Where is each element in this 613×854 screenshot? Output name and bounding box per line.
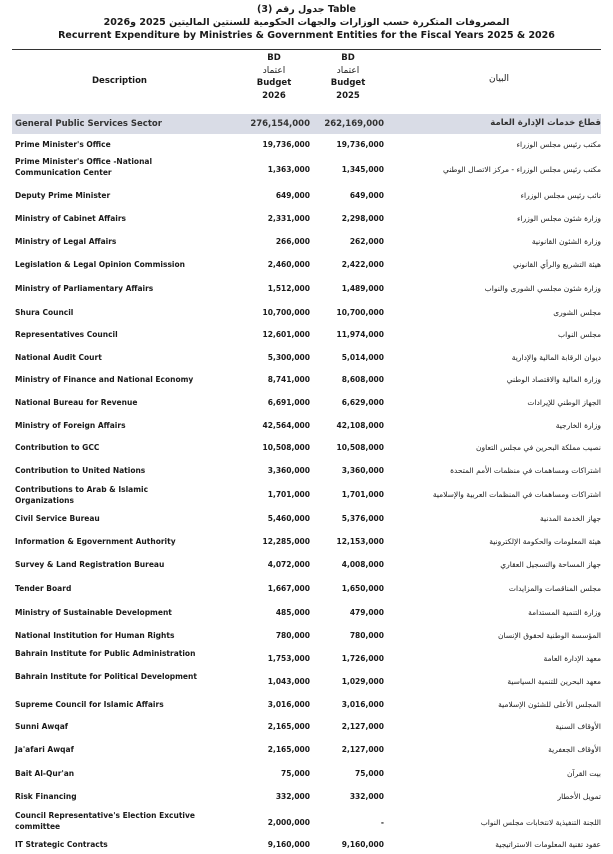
row-arabic-description: نائب رئيس مجلس الوزراء xyxy=(520,191,601,200)
english-title: Recurrent Expenditure by Ministries & Government Entities for the Fiscal Years 2025 & 2026 xyxy=(58,30,555,41)
row-description: Bait Al-Qur'an xyxy=(15,769,75,778)
row-value-2025: 780,000 xyxy=(349,631,384,640)
arabic-budget-2026: اعتماد xyxy=(262,65,286,76)
table-row xyxy=(12,134,601,155)
row-value-2025: 6,629,000 xyxy=(341,398,384,407)
table-row xyxy=(12,459,601,483)
row-value-2026: 19,736,000 xyxy=(262,140,310,149)
row-arabic-description: المؤسسة الوطنية لحقوق الإنسان xyxy=(497,631,601,640)
row-description: Council Representative's Election Excutive committee xyxy=(15,811,195,831)
row-arabic-description: وزارة شئون مجلسي الشورى والنواب xyxy=(484,284,601,293)
row-value-2026: 780,000 xyxy=(275,631,310,640)
row-value-2025: 1,726,000 xyxy=(341,654,384,663)
sector-arabic-name: قطاع خدمات الإدارة العامة xyxy=(490,118,601,128)
row-arabic-description: مجلس النواب xyxy=(558,330,601,339)
row-arabic-description: نصيب مملكة البحرين في مجلس التعاون xyxy=(476,443,601,452)
row-arabic-description: مجلس المناقصات والمزايدات xyxy=(508,584,601,593)
row-value-2025: 19,736,000 xyxy=(336,140,384,149)
row-description: Bahrain Institute for Public Administration xyxy=(15,649,196,658)
row-value-2026: 1,512,000 xyxy=(267,284,310,293)
table-row xyxy=(12,738,601,762)
row-value-2026: 75,000 xyxy=(281,769,310,778)
row-value-2026: 42,564,000 xyxy=(262,421,310,430)
row-arabic-description: جهاز الخدمة المدنية xyxy=(540,514,601,523)
row-description: Information & Egovernment Authority xyxy=(15,537,176,546)
sector-name: General Public Services Sector xyxy=(15,119,162,129)
row-value-2025: 4,008,000 xyxy=(341,560,384,569)
row-description: National Institution for Human Rights xyxy=(15,631,175,640)
table-row xyxy=(12,414,601,437)
row-value-2026: 5,300,000 xyxy=(267,353,310,362)
row-value-2026: 1,667,000 xyxy=(267,584,310,593)
row-value-2025: 10,508,000 xyxy=(336,443,384,452)
row-description: Ministry of Cabinet Affairs xyxy=(15,214,127,223)
row-value-2026: 4,072,000 xyxy=(267,560,310,569)
table-row xyxy=(12,391,601,414)
row-value-2026: 6,691,000 xyxy=(267,398,310,407)
sector-row xyxy=(12,114,601,134)
table-row xyxy=(12,785,601,809)
row-value-2026: 2,000,000 xyxy=(267,818,310,827)
row-value-2026: 3,016,000 xyxy=(267,700,310,709)
row-description: Ja'afari Awqaf xyxy=(15,745,74,754)
row-arabic-description: هيئة التشريع والرأي القانوني xyxy=(512,260,601,269)
table-row xyxy=(12,762,601,785)
row-value-2025: 42,108,000 xyxy=(336,421,384,430)
row-value-2025: 649,000 xyxy=(349,191,384,200)
budget-2026-header xyxy=(234,52,314,102)
table-number: جدول رقم (3) Table xyxy=(256,4,357,15)
row-arabic-description: وزارة التنمية المستدامة xyxy=(528,608,601,617)
table-row xyxy=(12,324,601,346)
row-description: Contributions to Arab & Islamic Organizations xyxy=(15,485,149,505)
row-description: Prime Minister's Office -National Communication Center xyxy=(15,157,153,177)
table-row xyxy=(12,693,601,716)
table-row xyxy=(12,208,601,230)
row-value-2025: 3,016,000 xyxy=(341,700,384,709)
row-arabic-description: اللجنة التنفيذية لانتخابات مجلس النواب xyxy=(480,818,601,827)
row-value-2026: 1,043,000 xyxy=(267,677,310,686)
row-arabic-description: جهاز المساحة والتسجيل العقاري xyxy=(500,560,601,569)
table-row xyxy=(12,507,601,531)
table-row xyxy=(12,301,601,324)
sector-value-2026: 276,154,000 xyxy=(250,119,310,129)
row-description: Ministry of Finance and National Economy xyxy=(15,375,194,384)
row-arabic-description: عقود تقنية المعلومات الاستراتيجية xyxy=(495,840,601,849)
row-description: Representatives Council xyxy=(15,330,118,339)
row-value-2025: 1,489,000 xyxy=(341,284,384,293)
table-titles xyxy=(0,0,613,42)
row-value-2026: 10,700,000 xyxy=(262,308,310,317)
budget-label-2025: Budget xyxy=(330,78,366,88)
row-description: Ministry of Legal Affairs xyxy=(15,237,117,246)
row-value-2025: 2,298,000 xyxy=(341,214,384,223)
row-arabic-description: مكتب رئيس مجلس الوزراء xyxy=(516,140,601,149)
row-description: Sunni Awqaf xyxy=(15,722,69,731)
budget-2025-header xyxy=(308,52,388,102)
row-value-2025: 1,650,000 xyxy=(341,584,384,593)
table-row xyxy=(12,531,601,553)
table-row xyxy=(12,553,601,577)
row-value-2025: 2,127,000 xyxy=(341,722,384,731)
table-row xyxy=(12,437,601,459)
table-row xyxy=(12,184,601,208)
table-row xyxy=(12,809,601,836)
row-arabic-description: الأوقاف الجعفرية xyxy=(548,745,601,754)
row-value-2025: 479,000 xyxy=(349,608,384,617)
row-value-2025: 5,376,000 xyxy=(341,514,384,523)
row-description: Contribution to GCC xyxy=(15,443,100,452)
row-value-2026: 1,701,000 xyxy=(267,490,310,499)
arabic-budget-2025: اعتماد xyxy=(336,65,360,76)
row-description: Ministry of Sustainable Development xyxy=(15,608,172,617)
row-value-2025: 3,360,000 xyxy=(341,466,384,475)
row-arabic-description: الجهاز الوطني للإيرادات xyxy=(527,398,601,407)
row-value-2026: 649,000 xyxy=(275,191,310,200)
row-arabic-description: وزارة الشئون القانونية xyxy=(531,237,601,246)
table-row xyxy=(12,647,601,670)
row-description: Civil Service Bureau xyxy=(15,514,100,523)
arabic-description-header: البيان xyxy=(488,74,509,84)
row-description: Ministry of Foreign Affairs xyxy=(15,421,126,430)
row-value-2026: 3,360,000 xyxy=(267,466,310,475)
row-arabic-description: وزارة الخارجية xyxy=(555,421,601,430)
table-body xyxy=(12,134,601,854)
row-arabic-description: وزارة شئون مجلس الوزراء xyxy=(517,214,601,223)
budget-label-2026: Budget xyxy=(256,78,292,88)
table-row xyxy=(12,369,601,391)
row-value-2026: 2,331,000 xyxy=(267,214,310,223)
row-description: Supreme Council for Islamic Affairs xyxy=(15,700,164,709)
row-value-2025: 11,974,000 xyxy=(336,330,384,339)
row-value-2026: 2,165,000 xyxy=(267,722,310,731)
row-description: Contribution to United Nations xyxy=(15,466,146,475)
table-row xyxy=(12,625,601,647)
row-value-2026: 2,165,000 xyxy=(267,745,310,754)
row-value-2026: 485,000 xyxy=(275,608,310,617)
table-row xyxy=(12,346,601,369)
row-arabic-description: المجلس الأعلى للشئون الإسلامية xyxy=(498,700,601,709)
table-row xyxy=(12,155,601,184)
row-description: Tender Board xyxy=(15,584,72,593)
row-arabic-description: هيئة المعلومات والحكومة الإلكترونية xyxy=(489,537,601,546)
row-value-2025: 1,701,000 xyxy=(341,490,384,499)
row-arabic-description: مكتب رئيس مجلس الوزراء - مركز الاتصال الوطني xyxy=(443,165,601,174)
row-arabic-description: بيت القرآن xyxy=(567,769,601,778)
table-row xyxy=(12,253,601,276)
table-row xyxy=(12,230,601,253)
row-description: National Audit Court xyxy=(15,353,102,362)
arabic-title: المصروفات المتكررة حسب الوزارات والجهات الحكومية للسنتين الماليتين 2025 و2026 xyxy=(103,17,510,28)
row-arabic-description: تمويل الأخطار xyxy=(557,792,601,801)
row-description: Bahrain Institute for Political Development xyxy=(15,672,197,681)
row-arabic-description: اشتراكات ومساهمات في المنظمات العربية والإسلامية xyxy=(432,490,601,499)
row-arabic-description: اشتراكات ومساهمات في منظمات الأمم المتحدة xyxy=(450,466,601,475)
row-value-2025: 75,000 xyxy=(355,769,384,778)
row-value-2025: 262,000 xyxy=(349,237,384,246)
currency-2025: BD xyxy=(341,53,355,63)
table-header xyxy=(12,50,601,114)
row-value-2026: 332,000 xyxy=(275,792,310,801)
currency-2026: BD xyxy=(267,53,281,63)
row-value-2025: 9,160,000 xyxy=(341,840,384,849)
row-description: Legislation & Legal Opinion Commission xyxy=(15,260,185,269)
row-value-2025: - xyxy=(380,818,384,827)
table-row xyxy=(12,483,601,507)
row-description: National Bureau for Revenue xyxy=(15,398,138,407)
row-value-2026: 1,363,000 xyxy=(267,165,310,174)
table-row xyxy=(12,276,601,301)
row-value-2026: 12,601,000 xyxy=(262,330,310,339)
row-arabic-description: معهد البحرين للتنمية السياسية xyxy=(507,677,601,686)
row-value-2025: 1,029,000 xyxy=(341,677,384,686)
row-value-2025: 2,127,000 xyxy=(341,745,384,754)
row-value-2025: 1,345,000 xyxy=(341,165,384,174)
table-row xyxy=(12,836,601,854)
row-value-2026: 9,160,000 xyxy=(267,840,310,849)
table-row xyxy=(12,577,601,601)
row-arabic-description: ديوان الرقابة المالية والإدارية xyxy=(511,353,601,362)
row-description: Deputy Prime Minister xyxy=(15,191,111,200)
table-row xyxy=(12,670,601,693)
table-row xyxy=(12,601,601,625)
row-description: Prime Minister's Office xyxy=(15,140,111,149)
row-value-2026: 12,285,000 xyxy=(262,537,310,546)
row-description: Shura Council xyxy=(15,308,74,317)
row-description: Survey & Land Registration Bureau xyxy=(15,560,165,569)
row-value-2025: 12,153,000 xyxy=(336,537,384,546)
row-value-2025: 5,014,000 xyxy=(341,353,384,362)
row-value-2026: 8,741,000 xyxy=(267,375,310,384)
year-2025: 2025 xyxy=(336,90,360,101)
row-value-2025: 10,700,000 xyxy=(336,308,384,317)
row-value-2026: 5,460,000 xyxy=(267,514,310,523)
sector-value-2025: 262,169,000 xyxy=(324,119,384,129)
row-arabic-description: معهد الإدارة العامة xyxy=(543,654,601,663)
table-row xyxy=(12,716,601,738)
row-arabic-description: مجلس الشورى xyxy=(553,308,601,317)
description-header: Description xyxy=(92,76,147,86)
row-arabic-description: وزارة المالية والاقتصاد الوطني xyxy=(506,375,601,384)
row-value-2025: 332,000 xyxy=(349,792,384,801)
row-value-2026: 266,000 xyxy=(275,237,310,246)
row-value-2025: 2,422,000 xyxy=(341,260,384,269)
row-arabic-description: الأوقاف السنية xyxy=(555,722,601,731)
row-value-2026: 10,508,000 xyxy=(262,443,310,452)
row-value-2025: 8,608,000 xyxy=(341,375,384,384)
row-description: IT Strategic Contracts xyxy=(15,840,108,849)
row-value-2026: 2,460,000 xyxy=(267,260,310,269)
year-2026: 2026 xyxy=(262,90,286,101)
row-description: Risk Financing xyxy=(15,792,77,801)
row-value-2026: 1,753,000 xyxy=(267,654,310,663)
row-description: Ministry of Parliamentary Affairs xyxy=(15,284,154,293)
